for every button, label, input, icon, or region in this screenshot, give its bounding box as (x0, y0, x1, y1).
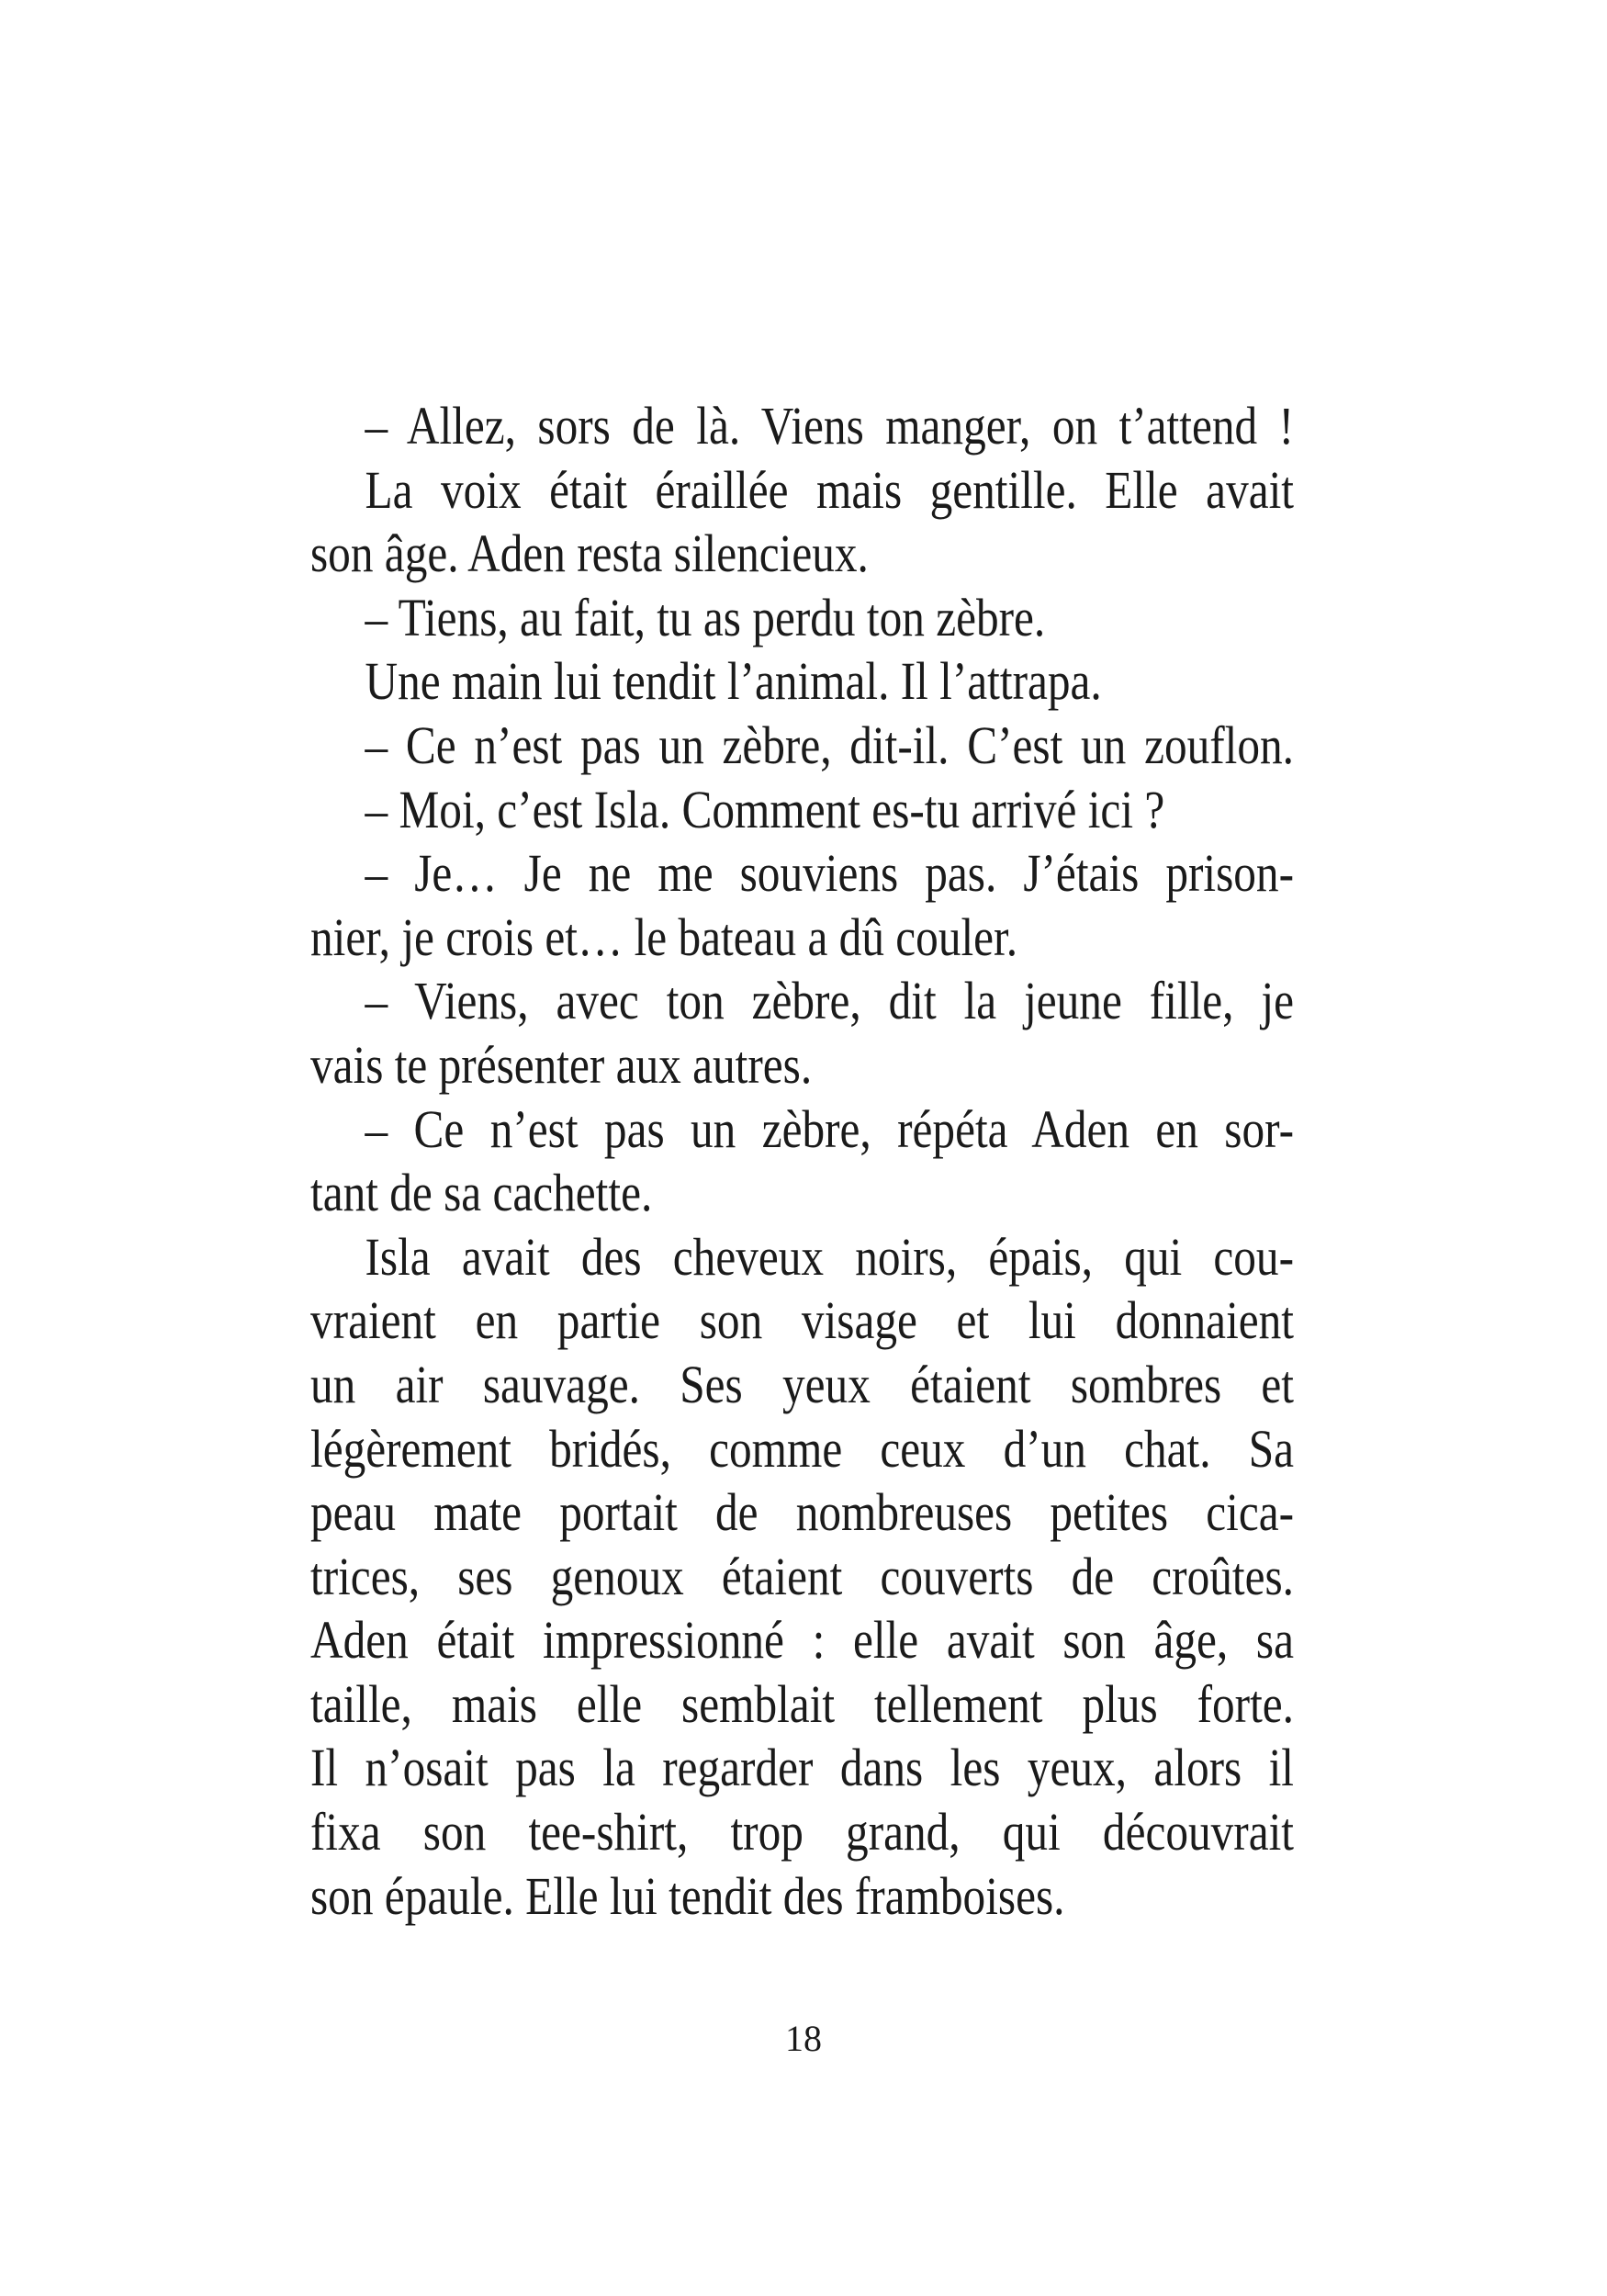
text-line: Isla avait des cheveux noirs, épais, qui cou- (365, 1226, 1294, 1287)
text-line: légèrement bridés, comme ceux d’un chat. Sa (310, 1418, 1294, 1479)
text-line: La voix était éraillée mais gentille. Elle avait (365, 459, 1294, 520)
text-line: Une main lui tendit l’animal. Il l’attrapa. (365, 651, 1102, 712)
text-line: peau mate portait de nombreuses petites cica- (310, 1482, 1294, 1543)
page-number-container (0, 2017, 1607, 2060)
text-line: – Viens, avec ton zèbre, dit la jeune fille, je (365, 971, 1294, 1031)
text-line: vais te présenter aux autres. (310, 1034, 813, 1095)
text-line: – Je… Je ne me souviens pas. J’étais prison- (365, 843, 1294, 904)
text-line: taille, mais elle semblait tellement plus forte. (310, 1673, 1294, 1734)
text-line: – Ce n’est pas un zèbre, répéta Aden en sor- (365, 1098, 1294, 1159)
page-number: 18 (785, 2018, 822, 2059)
text-line: tant de sa cachette. (310, 1163, 653, 1223)
text-line: – Tiens, au fait, tu as perdu ton zèbre. (365, 587, 1046, 647)
text-line: Aden était impressionné : elle avait son âge, sa (310, 1610, 1294, 1671)
text-line: vraient en partie son visage et lui donnaient (310, 1290, 1294, 1351)
text-line: nier, je crois et… le bateau a dû couler. (310, 906, 1018, 967)
text-line: – Ce n’est pas un zèbre, dit-il. C’est un zouflon. (365, 715, 1294, 775)
text-line: trices, ses genoux étaient couverts de croûtes. (310, 1546, 1294, 1606)
text-line: fixa son tee-shirt, trop grand, qui découvrait (310, 1802, 1294, 1863)
text-line: son épaule. Elle lui tendit des framboises. (310, 1865, 1065, 1926)
text-line: Il n’osait pas la regarder dans les yeux, alors il (310, 1738, 1294, 1798)
body-text (310, 394, 1294, 1928)
text-line: – Allez, sors de là. Viens manger, on t’attend ! (365, 396, 1294, 456)
text-line: – Moi, c’est Isla. Comment es-tu arrivé ici ? (365, 779, 1165, 839)
text-line: son âge. Aden resta silencieux. (310, 523, 869, 584)
text-line: un air sauvage. Ses yeux étaient sombres et (310, 1354, 1294, 1414)
